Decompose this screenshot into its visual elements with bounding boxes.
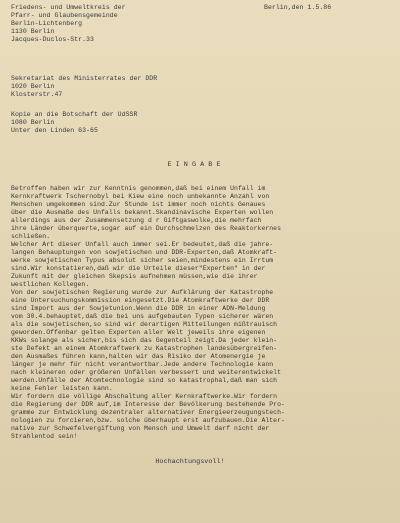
body-line: eine Untersuchungskommission eingesetzt.Die Atomkraftwerke der DDR bbox=[11, 297, 270, 304]
recipient-line: 1020 Berlin bbox=[11, 83, 55, 90]
body-line: geworden.Offenbar gelten Experten aller Welt jeweils ihre eigenen bbox=[11, 329, 266, 336]
body-line: Welcher Art dieser Unfall auch immer sei.Er bedeutet,daß die jahre- bbox=[11, 241, 274, 248]
place-date: Berlin,den 1.5.86 bbox=[264, 4, 332, 11]
copy-line: Kopie an die Botschaft der UdSSR bbox=[11, 111, 138, 118]
body-line: Kernkraftwerk Tschernobyl bei Kiew eine noch unbekannte Anzahl von bbox=[11, 193, 270, 200]
body-line: Zukunft mit der gleichen Skepsis aufnehmen müssen,wie die ihrer bbox=[11, 273, 258, 280]
closing: Hochachtungsvoll! bbox=[155, 458, 225, 466]
document-heading: E I N G A B E bbox=[167, 161, 221, 169]
body-line: sind.Wir konstatieren,daß wir die Urteile dieser"Experten" in der bbox=[11, 265, 266, 272]
body-line: die Regierung der DDR auf,im Interesse der Bevölkerung bestehende Pro- bbox=[11, 401, 285, 408]
body-line: gramme zur Entwicklung dezentraler alternativer Energieerzeugungstech- bbox=[11, 409, 285, 416]
recipient-line: Klosterstr.47 bbox=[11, 91, 63, 98]
body-line: Wir fordern die völlige Abschaltung aller Kernkraftwerke.Wir fordern bbox=[11, 393, 278, 400]
body-line: keine Fehler leisten kann. bbox=[11, 385, 113, 392]
body-line: schließen. bbox=[11, 233, 51, 240]
body-line: über die Ausmaße des Unfalls bekannt.Skandinavische Experten wollen bbox=[11, 209, 274, 216]
recipient-line: Sekretariat des Ministerrates der DDR bbox=[11, 75, 158, 82]
body-line: allerdings aus der Zusammensetzung d r Giftgaswolke,die mehrfach bbox=[11, 217, 262, 224]
body-line: Menschen umgekommen sind.Zur Stunde ist immer noch nichts Genaues bbox=[11, 201, 266, 208]
body-line: langen Behauptungen von sowjetischen und DDR-Experten,daß Atomkraft- bbox=[11, 249, 278, 256]
copy-line: 1080 Berlin bbox=[11, 119, 55, 126]
body-line: Strahlentod sein! bbox=[11, 433, 78, 440]
body-line: KKWs solange als sicher,bis sich das Gegenteil zeigt.Da jeder klein- bbox=[11, 337, 278, 344]
body-line: vom 30.4.behauptet,daß die bei uns aufgebauten Typen sicherer wären bbox=[11, 313, 274, 320]
body-line: werden.Unfälle der Atomtechnologie sind so katastrophal,daß man sich bbox=[11, 377, 278, 384]
body-line: Betroffen haben wir zur Kenntnis genommen,daß bei einem Unfall im bbox=[11, 185, 266, 192]
sender-line: 1130 Berlin bbox=[11, 28, 55, 35]
copy-line: Unter den Linden 63-65 bbox=[11, 127, 98, 134]
sender-line: Berlin-Lichtenberg bbox=[11, 20, 83, 27]
sender-line: Jacques-Duclos-Str.33 bbox=[11, 36, 94, 43]
body-line: als die sowjetischen,so sind wir derartigen Mitteilungen mißtrauisch bbox=[11, 321, 278, 328]
body-line: den Ausmaßes führen kann,halten wir das Risiko der Atomenergie je bbox=[11, 353, 266, 360]
body-line: ste Defekt an einem Atomkraftwerk zu Katastrophen landesübergreifen- bbox=[11, 345, 278, 352]
body-line: westlichen Kollegen. bbox=[11, 281, 90, 288]
body-line: nach kleineren oder größeren Unfällen verbessert und weiterentwickelt bbox=[11, 369, 282, 376]
sender-line: Friedens- und Umweltkreis der bbox=[11, 4, 126, 11]
sender-line: Pfarr- und Glaubensgemeinde bbox=[11, 12, 118, 19]
body-line: nologien zu forcieren,bzw. solche überhaupt erst aufzubauen.Die Alter- bbox=[11, 417, 285, 424]
body-line: ihre Länder überquerte,sogar auf ein Durchschmelzen des Reaktorkernes bbox=[11, 225, 282, 232]
body-line: native zur Schwefelvergiftung von Mensch und Umwelt darf nicht der bbox=[11, 425, 270, 432]
body-line: werke sowjetischen Typus absolut sicher seien,mindestens ein Irrtum bbox=[11, 257, 274, 264]
body-line: länger je mehr für nicht verantwortbar.Jede andere Technologie kann bbox=[11, 361, 274, 368]
body-line: Von der sowjetischen Regierung wurde zur Aufklärung der Katastrophe bbox=[11, 289, 274, 296]
body-line: sind Import aus der Sowjetunion.Wenn die DDR in einer ADN-Meldung bbox=[11, 305, 266, 312]
